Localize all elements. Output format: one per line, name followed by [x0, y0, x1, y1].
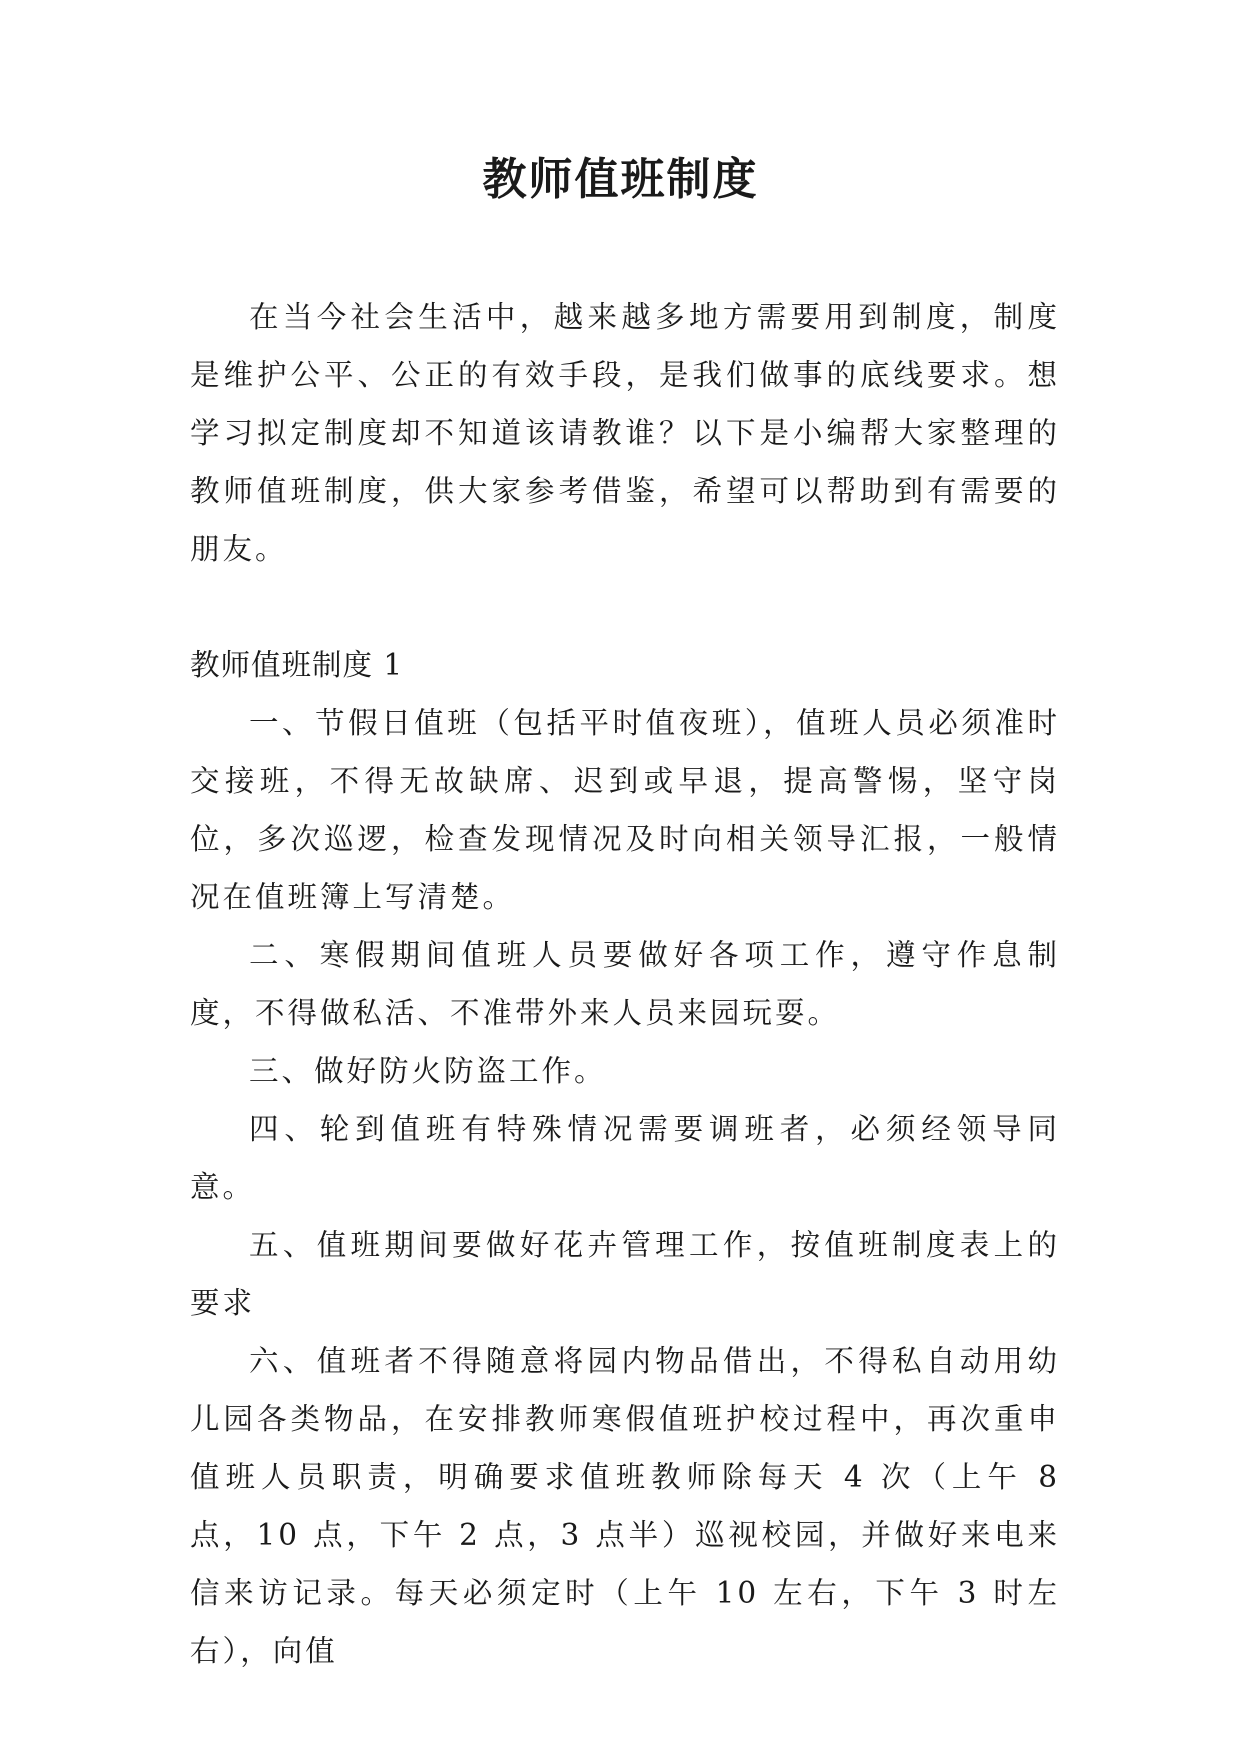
document-title: 教师值班制度: [482, 154, 759, 205]
rule-item-6: 六、值班者不得随意将园内物品借出，不得私自动用幼儿园各类物品，在安排教师寒假值班护校过程中，再次重申值班人员职责，明确要求值班教师除每天 4 次（上午 8 点，10 点，下午 2 点，3 点半）巡视校园，并做好来电来信来访记录。每天必须定时（上午 10 左右，下午 3 时左右），向值: [190, 1344, 1060, 1668]
intro-paragraph: 在当今社会生活中，越来越多地方需要用到制度，制度是维护公平、公正的有效手段，是我们做事的底线要求。想学习拟定制度却不知道该请教谁？以下是小编帮大家整理的教师值班制度，供大家参考借鉴，希望可以帮助到有需要的朋友。: [190, 300, 1060, 566]
rule-item-3: 三、做好防火防盗工作。: [249, 1054, 607, 1088]
rule-item-5: 五、值班期间要做好花卉管理工作，按值班制度表上的要求: [190, 1228, 1060, 1320]
rule-item-1: 一、节假日值班（包括平时值夜班），值班人员必须准时交接班，不得无故缺席、迟到或早退，提高警惕，坚守岗位，多次巡逻，检查发现情况及时向相关领导汇报，一般情况在值班簿上写清楚。: [190, 706, 1060, 914]
document-body: [190, 288, 1060, 1680]
rule-item-2: 二、寒假期间值班人员要做好各项工作，遵守作息制度，不得做私活、不准带外来人员来园玩耍。: [190, 938, 1060, 1030]
section-heading: 教师值班制度 1: [190, 648, 404, 682]
rule-item-4: 四、轮到值班有特殊情况需要调班者，必须经领导同意。: [190, 1112, 1060, 1204]
spacer: [190, 578, 1060, 636]
